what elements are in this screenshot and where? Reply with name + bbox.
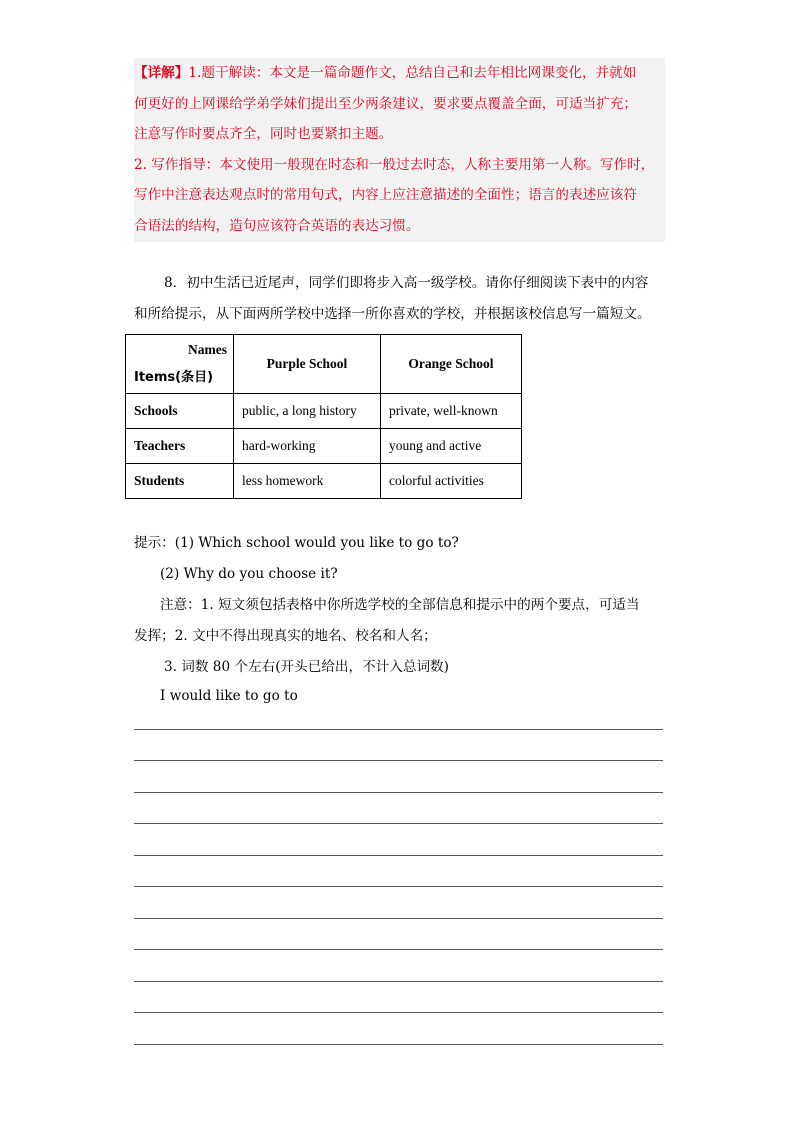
explanation-line: 何更好的上网课给学弟学妹们提出至少两条建议，要求要点覆盖全面，可适当扩充； [134, 95, 637, 112]
cell-orange: colorful activities [381, 464, 522, 499]
writing-line[interactable] [134, 729, 663, 730]
explanation-box [134, 58, 665, 242]
explanation-line: 2. 写作指导：本文使用一般现在时态和一般过去时态，人称主要用第一人称。写作时， [134, 156, 655, 173]
writing-line[interactable] [134, 949, 663, 950]
note-line-3: 3. 词数 80 个左右(开头已给出，不计入总词数) [164, 659, 449, 675]
explanation-line: 写作中注意表达观点时的常用句式，内容上应注意描述的全面性；语言的表述应该符 [134, 187, 637, 204]
hint-line-2: (2) Why do you choose it? [160, 566, 338, 582]
cell-purple: public, a long history [234, 394, 381, 429]
explanation-line: 注意写作时要点齐全，同时也要紧扣主题。 [134, 126, 393, 143]
hint-line-1: 提示：(1) Which school would you like to go to? [134, 535, 459, 551]
explanation-line: 合语法的结构，造句应该符合英语的表达习惯。 [134, 217, 420, 234]
explanation-line: 【详解】1.题干解读：本文是一篇命题作文，总结自己和去年相比网课变化，并就如 [134, 65, 637, 81]
corner-items-label: Items(条目) [134, 370, 214, 385]
writing-start-text: I would like to go to [160, 688, 298, 704]
header-purple-school: Purple School [234, 335, 381, 394]
writing-line[interactable] [134, 792, 663, 793]
header-orange-school: Orange School [381, 335, 522, 394]
table-corner-cell [126, 335, 234, 394]
note-line-1: 注意：1. 短文须包括表格中你所选学校的全部信息和提示中的两个要点，可适当 [160, 597, 640, 613]
row-label: Students [126, 464, 234, 499]
writing-line[interactable] [134, 760, 663, 761]
writing-line[interactable] [134, 918, 663, 919]
writing-line[interactable] [134, 981, 663, 982]
row-label: Teachers [126, 429, 234, 464]
table-row [126, 464, 522, 499]
school-comparison-table [125, 334, 522, 499]
writing-line[interactable] [134, 855, 663, 856]
table-header-row [126, 335, 522, 394]
cell-orange: young and active [381, 429, 522, 464]
question-intro-line-2: 和所给提示，从下面两所学校中选择一所你喜欢的学校，并根据该校信息写一篇短文。 [134, 306, 651, 322]
cell-orange: private, well-known [381, 394, 522, 429]
writing-line[interactable] [134, 1012, 663, 1013]
corner-names-label: Names [188, 342, 227, 357]
note-line-2: 发挥；2. 文中不得出现真实的地名、校名和人名； [134, 628, 437, 644]
table-row [126, 429, 522, 464]
question-intro-line-1: 8．初中生活已近尾声，同学们即将步入高一级学校。请你仔细阅读下表中的内容 [164, 275, 649, 291]
row-label: Schools [126, 394, 234, 429]
writing-line[interactable] [134, 886, 663, 887]
writing-line[interactable] [134, 823, 663, 824]
cell-purple: less homework [234, 464, 381, 499]
table-row [126, 394, 522, 429]
writing-line[interactable] [134, 1044, 663, 1045]
cell-purple: hard-working [234, 429, 381, 464]
